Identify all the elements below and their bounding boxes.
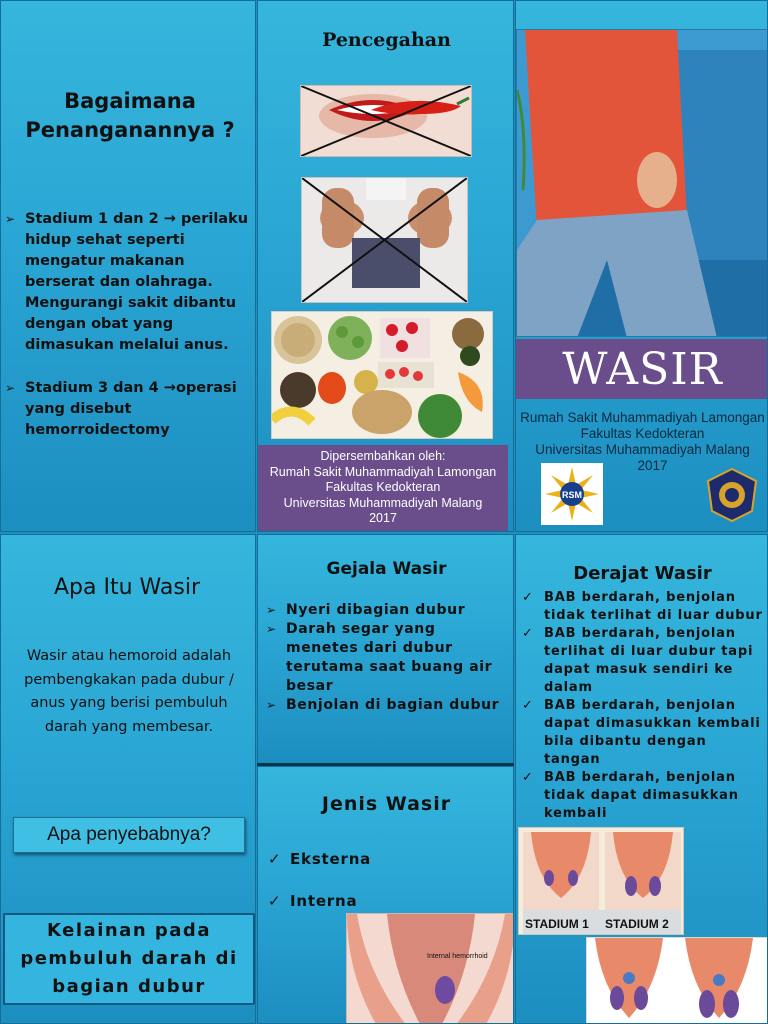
sun-logo-icon (541, 463, 603, 525)
gejala-list (264, 601, 510, 715)
panel-pencegahan (257, 0, 514, 532)
stadium-3-4-illustration (587, 938, 768, 1024)
penyebab-button[interactable] (13, 817, 245, 853)
rsm-logo-text: RSM (562, 490, 582, 500)
penanganan-list (3, 209, 255, 441)
derajat-list (518, 589, 768, 823)
cross-mark-icon (302, 178, 467, 302)
person-back-pain-illustration (517, 30, 768, 337)
penyebab-button-label: Apa penyebabnya? (47, 824, 211, 845)
panel-penanganan (0, 0, 256, 532)
presented-by-box (258, 445, 508, 531)
food-illustration (272, 312, 493, 439)
panel-apa-itu-wasir (0, 534, 256, 1024)
apa-itu-title: Apa Itu Wasir (54, 575, 200, 600)
list-item: ✓ BAB berdarah, benjolan tidak terlihat di luar dubur (518, 589, 768, 625)
faculty-name: Fakultas Kedokteran (325, 480, 441, 494)
list-item: ✓ Interna (264, 891, 504, 911)
stadium-1-label: STADIUM 1 (525, 917, 589, 931)
university-emblem-icon (706, 467, 758, 523)
presented-by-label: Dipersembahkan oleh: (320, 449, 446, 463)
stadium-3-4-image (586, 937, 768, 1024)
internal-hemorrhoid-image (346, 913, 514, 1024)
year-label: 2017 (637, 458, 668, 473)
kelainan-box (3, 913, 255, 1005)
cross-mark-icon (301, 86, 471, 156)
list-item: ✓ BAB berdarah, benjolan dapat dimasukkan kembali bila dibantu dengan tangan (518, 697, 768, 769)
university-logo (706, 467, 758, 523)
pencegahan-title: Pencegahan (322, 29, 451, 51)
derajat-title: Derajat Wasir (573, 563, 712, 584)
list-item: ➢ Darah segar yang menetes dari dubur terutama saat buang air besar (264, 620, 510, 696)
panel-jenis (257, 766, 514, 1024)
panel-gejala (257, 534, 514, 764)
straining-image (301, 177, 468, 303)
kelainan-text: Kelainan pada pembuluh darah di bagian dubur (20, 920, 238, 997)
list-item: ➢ Benjolan di bagian dubur (264, 696, 510, 715)
panel-derajat (515, 534, 768, 1024)
healthy-food-image (271, 311, 493, 439)
year-label: 2017 (369, 511, 397, 525)
jenis-title: Jenis Wasir (321, 793, 452, 815)
university-name: Universitas Muhammadiyah Malang (535, 442, 750, 457)
panel-cover (515, 0, 768, 532)
hospital-name: Rumah Sakit Muhammadiyah Lamongan (269, 464, 497, 479)
list-item: ➢ Stadium 3 dan 4 →operasi yang disebut hemorroidectomy (3, 378, 255, 441)
faculty-name: Fakultas Kedokteran (580, 426, 705, 441)
rsm-logo (541, 463, 603, 525)
penanganan-title: Bagaimana Penanganannya ? (25, 89, 235, 142)
gejala-title: Gejala Wasir (326, 559, 447, 579)
definition-text: Wasir atau hemoroid adalah pembengkakan pada dubur / anus yang berisi pembuluh darah yang membesar. (24, 648, 234, 735)
jenis-list (264, 849, 504, 911)
banner-title: WASIR (562, 343, 723, 395)
list-item: ➢ Nyeri dibagian dubur (264, 601, 510, 620)
list-item: ✓ Eksterna (264, 849, 504, 869)
stadium-1-2-illustration (519, 828, 684, 935)
list-item: ➢ Stadium 1 dan 2 → perilaku hidup sehat seperti mengatur makanan berserat dan olahraga. Mengurangi sakit dibantu dengan obat yang dimasukan melalui anus. (3, 209, 255, 356)
hospital-name: Rumah Sakit Muhammadiyah Lamongan (520, 410, 765, 425)
list-item: ✓ BAB berdarah, benjolan tidak dapat dimasukkan kembali (518, 769, 768, 823)
cover-photo (516, 29, 768, 337)
university-name: Universitas Muhammadiyah Malang (283, 495, 483, 510)
anatomy-illustration (347, 914, 514, 1024)
stadium-chart-image (518, 827, 684, 935)
spicy-food-image (300, 85, 472, 157)
stadium-2-label: STADIUM 2 (605, 917, 669, 931)
list-item: ✓ BAB berdarah, benjolan terlihat di luar dubur tapi dapat masuk sendiri ke dalam (518, 625, 768, 697)
image-label: Internal hemorrhoid (427, 953, 488, 960)
title-banner (516, 339, 768, 399)
